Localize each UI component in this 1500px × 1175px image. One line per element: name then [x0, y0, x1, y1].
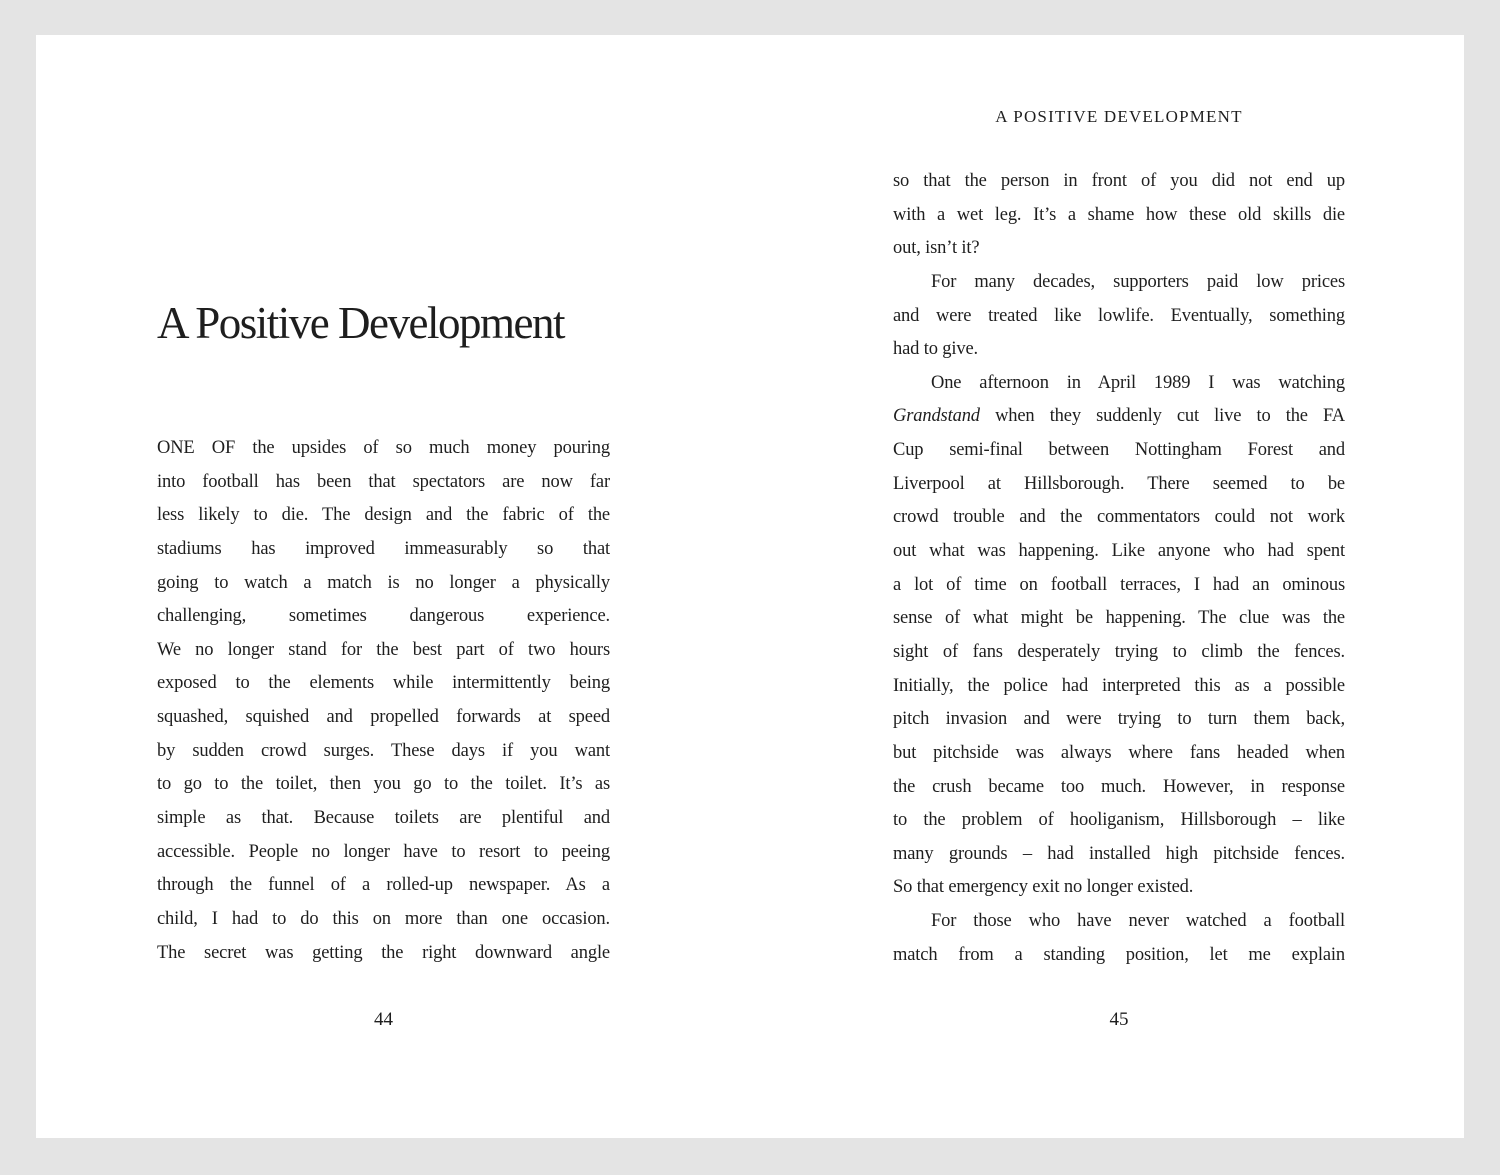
- text-line: to go to the toilet, then you go to the toilet. It’s as: [157, 774, 610, 795]
- text-line: out what was happening. Like anyone who had spent: [893, 541, 1345, 562]
- text-line: So that emergency exit no longer existed.: [893, 877, 1194, 898]
- text-line: exposed to the elements while intermittently being: [157, 673, 610, 694]
- text-line: had to give.: [893, 339, 979, 360]
- text-line: less likely to die. The design and the fabric of the: [157, 505, 610, 526]
- text-line: ONE OF the upsides of so much money pouring: [157, 438, 610, 458]
- text-line: sight of fans desperately trying to climb the fences.: [893, 641, 1345, 662]
- text-line: going to watch a match is no longer a physically: [157, 572, 610, 593]
- text-line: squashed, squished and propelled forwards at speed: [157, 707, 610, 728]
- book-spread: [36, 35, 1464, 1138]
- left-page-body: [157, 432, 610, 970]
- text-line: For those who have never watched a football: [931, 911, 1345, 932]
- text-line: pitch invasion and were trying to turn them back,: [893, 709, 1345, 730]
- text-line: challenging, sometimes dangerous experience.: [157, 606, 610, 627]
- text-line: accessible. People no longer have to resort to peeing: [157, 841, 610, 862]
- text-line: but pitchside was always where fans headed when: [893, 742, 1345, 763]
- text-line: match from a standing position, let me explain: [893, 944, 1345, 965]
- right-page-body: [893, 165, 1345, 972]
- page-number-left: 44: [374, 1009, 393, 1030]
- text-line: so that the person in front of you did not end up: [893, 171, 1345, 191]
- text-line: the crush became too much. However, in response: [893, 776, 1345, 797]
- text-line: a lot of time on football terraces, I had an ominous: [893, 574, 1345, 595]
- page-number-right: 45: [1109, 1009, 1129, 1030]
- text-line: into football has been that spectators are now far: [157, 471, 610, 492]
- text-line: We no longer stand for the best part of two hours: [157, 639, 610, 660]
- text-line: by sudden crowd surges. These days if you want: [157, 740, 610, 761]
- text-line: For many decades, supporters paid low prices: [931, 271, 1345, 292]
- text-line: Grandstand when they suddenly cut live to the FA: [893, 406, 1345, 427]
- text-line: and were treated like lowlife. Eventually, something: [893, 305, 1345, 326]
- text-line: crowd trouble and the commentators could not work: [893, 507, 1345, 528]
- text-line: The secret was getting the right downward angle: [157, 942, 610, 963]
- text-line: simple as that. Because toilets are plentiful and: [157, 808, 610, 829]
- text-line: out, isn’t it?: [893, 238, 980, 259]
- text-line: Liverpool at Hillsborough. There seemed to be: [893, 473, 1345, 494]
- right-page: [893, 35, 1345, 1138]
- text-line: sense of what might be happening. The clue was the: [893, 608, 1345, 629]
- text-line: through the funnel of a rolled-up newspaper. As a: [157, 875, 610, 896]
- text-line: to the problem of hooliganism, Hillsborough – like: [893, 810, 1345, 831]
- text-line: One afternoon in April 1989 I was watching: [931, 372, 1345, 393]
- left-page: [157, 35, 610, 1138]
- text-line: many grounds – had installed high pitchside fences.: [893, 843, 1345, 864]
- running-header: A POSITIVE DEVELOPMENT: [995, 107, 1243, 126]
- text-line: stadiums has improved immeasurably so that: [157, 538, 610, 559]
- text-line: Initially, the police had interpreted this as a possible: [893, 675, 1345, 696]
- chapter-title: A Positive Development: [157, 298, 564, 348]
- text-line: Cup semi-final between Nottingham Forest and: [893, 440, 1345, 461]
- text-line: with a wet leg. It’s a shame how these old skills die: [893, 204, 1345, 225]
- text-line: child, I had to do this on more than one occasion.: [157, 908, 610, 929]
